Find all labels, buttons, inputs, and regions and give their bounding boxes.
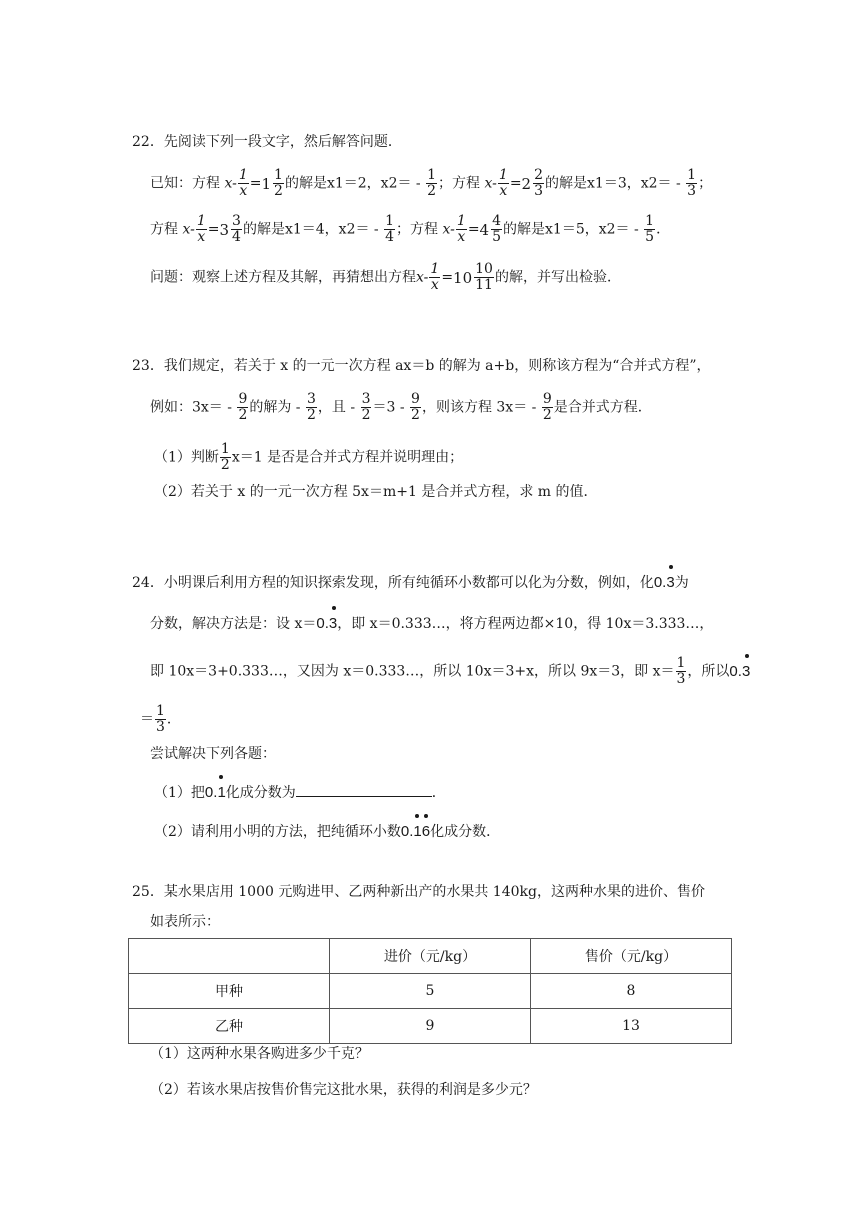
table-row: [129, 1009, 732, 1044]
q24-part-2: （2）请利用小明的方法，把纯循环小数0.16 化成分数．: [154, 822, 500, 842]
q24-part-1: （1）把0.1 化成分数为 ．: [154, 782, 446, 803]
q23-number: 23．: [132, 358, 164, 374]
q23-part-2: （2）若关于 x 的一元一次方程 5x＝m+1 是合并式方程，求 m 的值．: [154, 484, 598, 500]
given-label: 已知：方程: [150, 175, 220, 192]
q22-number: 22．: [132, 134, 164, 150]
fruit-price-table: [128, 938, 732, 1044]
table-cell: 8: [531, 974, 732, 1009]
q22-line-2: 方程 x- $\frac{1}{x}$ = 3 3 4 的解是x1＝4，x2＝ - $\frac{1}{4}$ ；方程 x- $\frac{1}{x}$ = 4 4 5 的解是x1＝5，x2＝ - $\frac{1}{5}$ ．: [150, 213, 671, 245]
q24-try: 尝试解决下列各题：: [150, 746, 276, 762]
frac-1-over-x: $\frac{1}{x}$: [238, 167, 248, 199]
q23-example: 例如：3x＝ - $\frac{9}{2}$ 的解为 - $\frac{3}{2}$ ，且 - $\frac{3}{2}$ ＝3 - $\frac{9}{2}$ ，则该方程 3x＝ - $\frac{9}{2}$ 是合并式方程．: [150, 391, 652, 423]
table-header-cell: 售价（元/kg）: [531, 939, 732, 974]
table-header-row: [129, 939, 732, 974]
q23-line-1: [132, 356, 711, 376]
q25-part-2: （2）若该水果店按售价售完这批水果，获得的利润是多少元？: [150, 1082, 537, 1098]
table-cell: 甲种: [129, 974, 330, 1009]
q24-line-3: 即 10x＝3+0.333…，又因为 x＝0.333…，所以 10x＝3+x，所以 9x＝3，即 x＝ $\frac{1}{3}$ ，所以0.3: [150, 655, 751, 687]
q23-definition: 我们规定，若关于 x 的一元一次方程 ax＝b 的解为 a+b，则称该方程为“合并式方程”，: [163, 358, 711, 374]
q22-heading: [132, 132, 402, 152]
table-cell: 5: [330, 974, 531, 1009]
q24-line-4: ＝ $\frac{1}{3}$ ．: [140, 703, 181, 735]
answer-blank[interactable]: [296, 782, 432, 797]
eq-lhs: x-: [224, 175, 237, 192]
q24-line-1: 24．小明课后利用方程的知识探索发现，所有纯循环小数都可以化为分数，例如，化0.3 为: [132, 573, 689, 593]
repeating-decimal: 0.3: [654, 573, 675, 593]
q24-line-2: 分数，解决方法是：设 x＝0.3 ，即 x＝0.333…，将方程两边都×10，得 10x＝3.333…，: [150, 614, 713, 634]
table-header-cell: [129, 939, 330, 974]
table-header-cell: 进价（元/kg）: [330, 939, 531, 974]
q22-given-line: 已知：方程 x- $\frac{1}{x}$ = 1 1 2 的解是x1＝2，x2＝ - $\frac{1}{2}$ ；方程 x- $\frac{1}{x}$ = 2 2 3 的解是x1＝3，x2＝ - $\frac{1}{3}$ ；: [150, 167, 713, 199]
table-cell: 9: [330, 1009, 531, 1044]
solution-text: x1＝2，x2＝: [326, 175, 412, 192]
q22-problem: 问题：观察上述方程及其解，再猜想出方程x- $\frac{1}{x}$ = 10 10 11 的解，并写出检验．: [150, 261, 621, 293]
q22-title: 先阅读下列一段文字，然后解答问题．: [163, 134, 402, 150]
q25-number: 25．: [132, 884, 164, 900]
q23-part-1: （1）判断 $\frac{1}{2}$ x＝1 是否是合并式方程并说明理由；: [154, 441, 464, 473]
q25-line-2: 如表所示：: [150, 914, 220, 930]
q24-number: 24．: [132, 575, 164, 591]
table-row: [129, 974, 732, 1009]
mixed-number: 1 1 2: [261, 167, 283, 199]
q25-line-1: 25．某水果店用 1000 元购进甲、乙两种新出产的水果共 140kg，这两种水果的进价、售价: [132, 884, 705, 900]
table-cell: 乙种: [129, 1009, 330, 1044]
table-cell: 13: [531, 1009, 732, 1044]
q25-part-1: （1）这两种水果各购进多少千克？: [150, 1046, 369, 1062]
